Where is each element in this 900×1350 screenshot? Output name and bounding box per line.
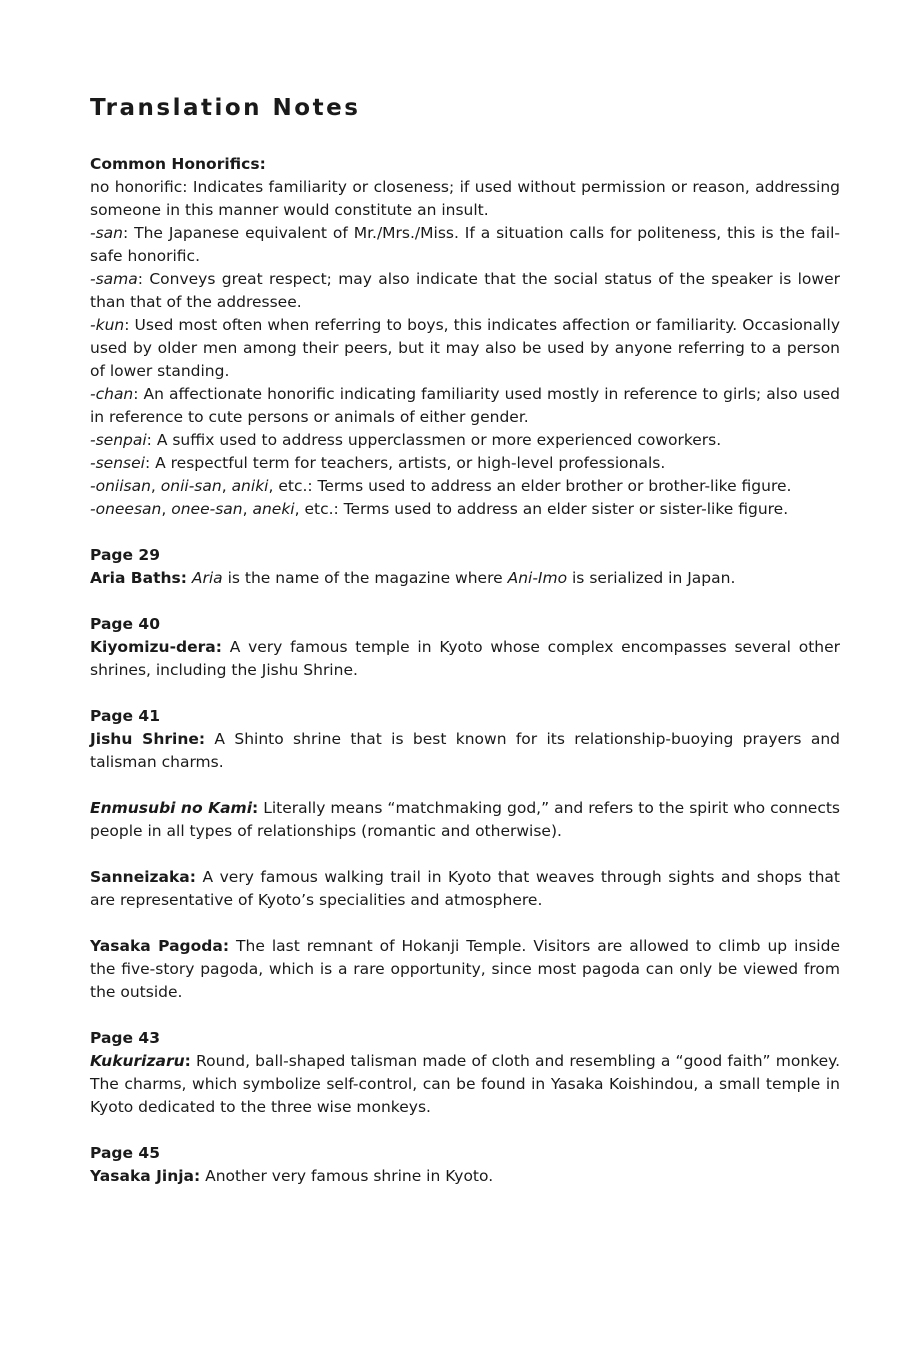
italic-term: -oneesan xyxy=(90,500,162,518)
text-run: A very famous walking trail in Kyoto that weaves through sights and shops that are representative of Kyoto’s specialities and atmosphere. xyxy=(90,868,840,909)
italic-term: onee-san xyxy=(171,500,243,518)
note-entry xyxy=(90,1027,840,1119)
page-reference-heading: Page 45 xyxy=(90,1144,160,1162)
note-section xyxy=(90,613,840,682)
italic-term: aniki xyxy=(231,477,269,495)
text-run: , xyxy=(242,500,253,518)
note-section xyxy=(90,1142,840,1188)
text-run: : A respectful term for teachers, artists, or high-level professionals. xyxy=(144,454,666,472)
text-run: : Used most often when referring to boys, this indicates affection or familiarity. Occasionally used by older men among their peers, but it may also be used by anyone referring to a person of lower standing. xyxy=(90,316,840,380)
text-run: is serialized in Japan. xyxy=(567,569,736,587)
text-run: Round, ball-shaped talisman made of cloth and resembling a “good faith” monkey. The charms, which symbolize self-control, can be found in Yasaka Koishindou, a small temple in Kyoto dedicated to the three wise monkeys. xyxy=(90,1052,840,1116)
note-text xyxy=(90,935,840,1004)
term-label: : xyxy=(252,799,259,817)
notes-container xyxy=(90,544,840,1188)
text-run: , etc.: Terms used to address an elder sister or sister-like figure. xyxy=(294,500,789,518)
note-text xyxy=(90,866,840,912)
text-run: : The Japanese equivalent of Mr./Mrs./Miss. If a situation calls for politeness, this is the fail-safe honorific. xyxy=(90,224,840,265)
text-run: , xyxy=(221,477,232,495)
page-reference-heading: Page 41 xyxy=(90,707,160,725)
honorific-item xyxy=(90,429,840,452)
note-section xyxy=(90,544,840,590)
italic-term: Aria xyxy=(191,569,223,587)
italic-term: -kun xyxy=(90,316,125,334)
term-label: : xyxy=(184,1052,191,1070)
page-reference-heading: Page 40 xyxy=(90,615,160,633)
note-section xyxy=(90,1027,840,1119)
note-section xyxy=(90,705,840,1004)
note-entry xyxy=(90,613,840,682)
note-entry xyxy=(90,1142,840,1188)
honorific-item xyxy=(90,383,840,429)
text-run: , xyxy=(161,500,172,518)
term-label: Yasaka Jinja: xyxy=(90,1167,201,1185)
italic-term: -sensei xyxy=(90,454,145,472)
text-run: is the name of the magazine where xyxy=(222,569,508,587)
text-run: : A suffix used to address upperclassmen or more experienced coworkers. xyxy=(146,431,722,449)
honorifics-heading: Common Honorifics: xyxy=(90,155,266,173)
term-label: Jishu Shrine: xyxy=(90,730,206,748)
term-label: Kukurizaru xyxy=(90,1052,185,1070)
honorific-item xyxy=(90,475,840,498)
text-run: : Indicates familiarity or closeness; if used without permission or reason, addressing someone in this manner would constitute an insult. xyxy=(90,178,840,219)
italic-term: onii-san xyxy=(160,477,222,495)
note-entry xyxy=(90,797,840,843)
term-label: Kiyomizu-dera: xyxy=(90,638,222,656)
note-text xyxy=(90,728,840,774)
term-label: Sanneizaka: xyxy=(90,868,196,886)
text-run: A Shinto shrine that is best known for its relationship-buoying prayers and talisman charms. xyxy=(90,730,840,771)
page-reference-heading: Page 29 xyxy=(90,546,160,564)
italic-term: -sama xyxy=(90,270,138,288)
text-run: : An affectionate honorific indicating familiarity used mostly in reference to girls; also used in reference to cute persons or animals of either gender. xyxy=(90,385,840,426)
italic-term: -oniisan xyxy=(90,477,151,495)
honorific-item xyxy=(90,222,840,268)
note-text xyxy=(90,797,840,843)
note-entry xyxy=(90,935,840,1004)
text-run: The last remnant of Hokanji Temple. Visitors are allowed to climb up inside the five-story pagoda, which is a rare opportunity, since most pagoda can only be viewed from the outside. xyxy=(90,937,840,1001)
honorific-item xyxy=(90,176,840,222)
note-entry xyxy=(90,705,840,774)
note-entry xyxy=(90,866,840,912)
honorifics-section xyxy=(90,153,840,521)
text-run: , xyxy=(150,477,161,495)
italic-term: aneki xyxy=(252,500,295,518)
note-entry xyxy=(90,544,840,590)
honorifics-list xyxy=(90,176,840,521)
note-text xyxy=(90,1050,840,1119)
text-run: , etc.: Terms used to address an elder brother or brother-like figure. xyxy=(268,477,792,495)
text-run: no honorific xyxy=(90,178,183,196)
italic-term: -chan xyxy=(90,385,134,403)
honorific-item xyxy=(90,452,840,475)
page-reference-heading: Page 43 xyxy=(90,1029,160,1047)
italic-term: Ani-Imo xyxy=(507,569,568,587)
term-label: Aria Baths: xyxy=(90,569,187,587)
note-text xyxy=(90,567,840,590)
page-title: Translation Notes xyxy=(90,95,361,121)
text-run: Literally means “matchmaking god,” and refers to the spirit who connects people in all types of relationships (romantic and otherwise). xyxy=(90,799,840,840)
text-run: Another very famous shrine in Kyoto. xyxy=(200,1167,494,1185)
honorific-item xyxy=(90,314,840,383)
term-label: Yasaka Pagoda: xyxy=(90,937,230,955)
italic-term: -san xyxy=(90,224,123,242)
text-run: : Conveys great respect; may also indicate that the social status of the speaker is lower than that of the addressee. xyxy=(90,270,840,311)
document-page xyxy=(90,93,840,1211)
honorific-item xyxy=(90,498,840,521)
note-text xyxy=(90,1165,840,1188)
italic-term: -senpai xyxy=(90,431,147,449)
text-run: A very famous temple in Kyoto whose complex encompasses several other shrines, including the Jishu Shrine. xyxy=(90,638,840,679)
note-text xyxy=(90,636,840,682)
honorific-item xyxy=(90,268,840,314)
term-label: Enmusubi no Kami xyxy=(90,799,253,817)
